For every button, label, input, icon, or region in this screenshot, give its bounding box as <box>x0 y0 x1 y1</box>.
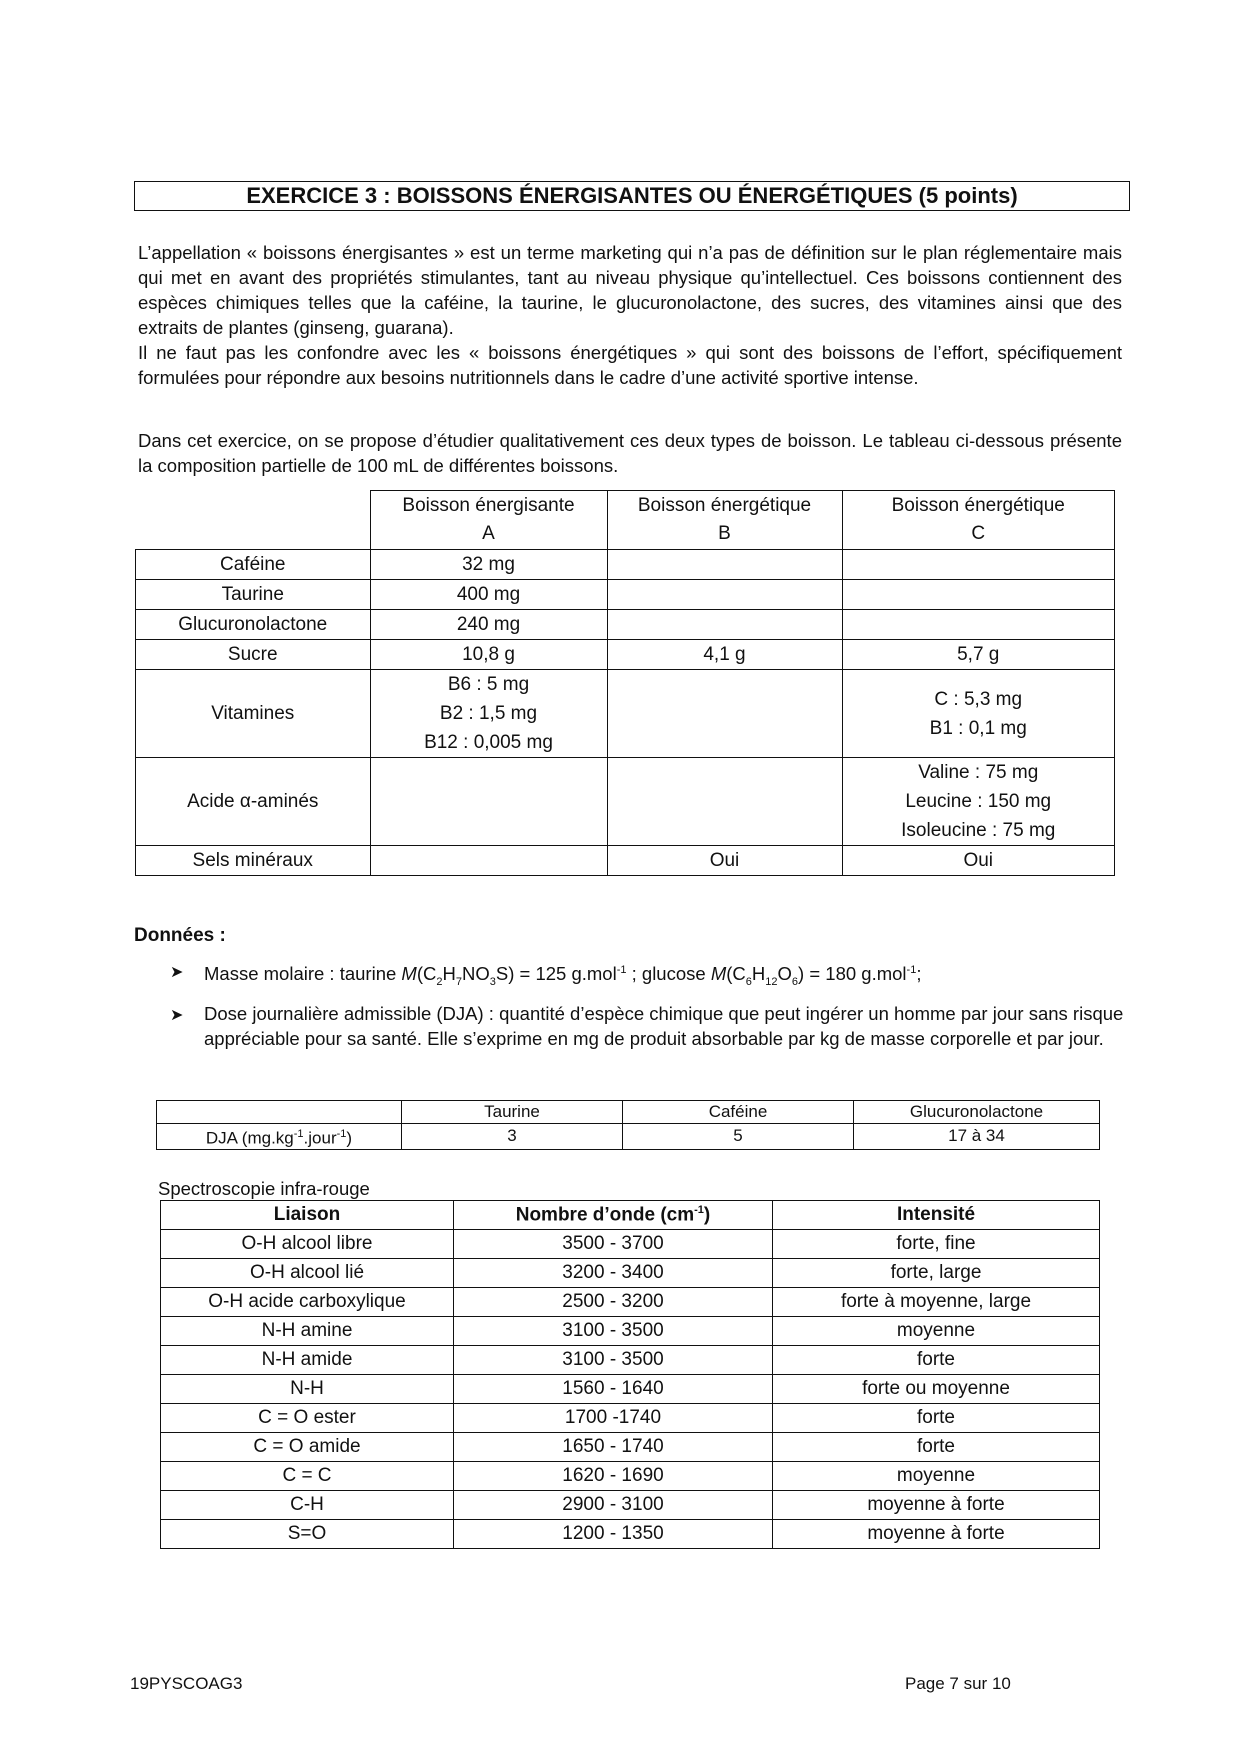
dja-header-cafeine: Caféine <box>623 1101 854 1124</box>
dja-value-glucuronolactone: 17 à 34 <box>854 1124 1100 1150</box>
nombre-cell: 1560 - 1640 <box>454 1375 773 1404</box>
liaison-cell: C = O amide <box>161 1433 454 1462</box>
ir-table-label: Spectroscopie infra-rouge <box>158 1178 370 1199</box>
cell-c <box>842 670 1115 758</box>
dja-table <box>156 1100 1100 1150</box>
cell-b <box>607 550 842 580</box>
liaison-cell: C-H <box>161 1491 454 1520</box>
table-header-row <box>136 491 1115 550</box>
column-header-b-line1: Boisson énergétique <box>637 495 812 516</box>
liaison-cell: O-H alcool libre <box>161 1230 454 1259</box>
arrow-bullet-icon: ➤ <box>170 1007 184 1024</box>
cell-a: 400 mg <box>370 580 607 610</box>
column-header-a-line2: A <box>482 523 495 544</box>
nombre-cell: 1200 - 1350 <box>454 1520 773 1549</box>
liaison-cell: O-H acide carboxylique <box>161 1288 454 1317</box>
column-header-a <box>370 491 607 550</box>
dja-row-label: DJA $(mg.kg^{-1}.jour^{-1})$ <box>157 1124 402 1150</box>
table-row-glucuronolactone <box>136 610 1115 640</box>
dja-definition: Dose journalière admissible (DJA) : quantité d’espèce chimique que peut ingérer un homme par jour sans risque appréciable pour sa santé. Elle s’exprime en mg de produit absorbable par kg de masse corporelle et par jour. <box>204 1003 1124 1049</box>
nombre-cell: 3100 - 3500 <box>454 1317 773 1346</box>
row-label: Glucuronolactone <box>136 610 371 640</box>
arrow-bullet-icon: ➤ <box>170 964 184 981</box>
cell-b <box>607 580 842 610</box>
intro-paragraph-3: Dans cet exercice, on se propose d’étudier qualitativement ces deux types de boisson. Le tableau ci-dessous présente la composition partielle de 100 mL de différentes boissons. <box>138 430 1122 476</box>
cell-c: Oui <box>842 846 1115 876</box>
composition-table <box>135 490 1115 876</box>
nombre-cell: 3100 - 3500 <box>454 1346 773 1375</box>
row-label: Taurine <box>136 580 371 610</box>
ir-header-liaison: Liaison <box>161 1201 454 1230</box>
row-label: Acide α-aminés <box>136 758 371 846</box>
cell-c <box>842 580 1115 610</box>
table-row <box>161 1230 1100 1259</box>
column-header-a-line1: Boisson énergisante <box>402 495 575 516</box>
vitamin-c: C : 5,3 mg <box>934 688 1023 710</box>
liaison-cell: N-H amine <box>161 1317 454 1346</box>
dja-value-taurine: 3 <box>402 1124 623 1150</box>
dja-header-row <box>157 1101 1100 1124</box>
intensite-cell: forte ou moyenne <box>773 1375 1100 1404</box>
nombre-cell: 1620 - 1690 <box>454 1462 773 1491</box>
cell-c: 5,7 g <box>842 640 1115 670</box>
intensite-cell: moyenne <box>773 1462 1100 1491</box>
intensite-cell: forte à moyenne, large <box>773 1288 1100 1317</box>
cell-b <box>607 758 842 846</box>
valine-value: Valine : 75 mg <box>918 762 1039 783</box>
intro-paragraph-1: L’appellation « boissons énergisantes » est un terme marketing qui n’a pas de définition sur le plan réglementaire mais qui met en avant des propriétés stimulantes, tant au niveau physique qu’intellectuel. Ces boissons contiennent des espèces chimiques telles que la caféine, la taurine, le glucuronolactone, des sucres, des vitamines ainsi que des extraits de plantes (ginseng, guarana). <box>138 242 1122 338</box>
dja-header-taurine: Taurine <box>402 1101 623 1124</box>
table-row <box>161 1346 1100 1375</box>
intensite-cell: forte <box>773 1404 1100 1433</box>
column-header-c-line1: Boisson énergétique <box>891 495 1065 516</box>
table-row <box>161 1433 1100 1462</box>
nombre-cell: 1700 -1740 <box>454 1404 773 1433</box>
nombre-cell: 1650 - 1740 <box>454 1433 773 1462</box>
column-header-b <box>607 491 842 550</box>
ir-header-row <box>161 1201 1100 1230</box>
intensite-cell: moyenne à forte <box>773 1520 1100 1549</box>
nombre-cell: 2500 - 3200 <box>454 1288 773 1317</box>
intro-paragraph-2: Il ne faut pas les confondre avec les « boissons énergétiques » qui sont des boissons de l’effort, spécifiquement formulées pour répondre aux besoins nutritionnels dans le cadre d’une activité sportive intense. <box>138 342 1122 388</box>
cell-c <box>842 758 1115 846</box>
table-row <box>161 1520 1100 1549</box>
cell-a: 32 mg <box>370 550 607 580</box>
table-row-sucre <box>136 640 1115 670</box>
intensite-cell: forte <box>773 1433 1100 1462</box>
table-row-taurine <box>136 580 1115 610</box>
donnees-heading: Données : <box>134 925 226 946</box>
cell-a <box>370 758 607 846</box>
column-header-c-line2: C <box>971 523 986 544</box>
intensite-cell: moyenne <box>773 1317 1100 1346</box>
intensite-cell: moyenne à forte <box>773 1491 1100 1520</box>
empty-corner-cell <box>136 491 371 550</box>
cell-b <box>607 610 842 640</box>
ir-table <box>160 1200 1100 1549</box>
table-row-cafeine <box>136 550 1115 580</box>
liaison-cell: C = C <box>161 1462 454 1491</box>
page-number: Page 7 sur 10 <box>905 1674 1011 1693</box>
row-label: Sucre <box>136 640 371 670</box>
table-row-vitamines <box>136 670 1115 758</box>
vitamin-b1: B1 : 0,1 mg <box>929 717 1027 739</box>
dja-value-row <box>157 1124 1100 1150</box>
intensite-cell: forte <box>773 1346 1100 1375</box>
table-row-sels-mineraux <box>136 846 1115 876</box>
table-row <box>161 1462 1100 1491</box>
liaison-cell: S=O <box>161 1520 454 1549</box>
liaison-cell: N-H amide <box>161 1346 454 1375</box>
dja-value-cafeine: 5 <box>623 1124 854 1150</box>
cell-c <box>842 550 1115 580</box>
table-row-acides-amines <box>136 758 1115 846</box>
leucine-value: Leucine : 150 mg <box>905 791 1052 812</box>
vitamin-b6: B6 : 5 mg <box>447 674 530 695</box>
liaison-cell: C = O ester <box>161 1404 454 1433</box>
cell-c <box>842 610 1115 640</box>
intensite-cell: forte, large <box>773 1259 1100 1288</box>
nombre-cell: 2900 - 3100 <box>454 1491 773 1520</box>
table-row <box>161 1491 1100 1520</box>
ir-header-intensite: Intensité <box>773 1201 1100 1230</box>
nombre-cell: 3200 - 3400 <box>454 1259 773 1288</box>
molar-mass-line: Masse molaire : taurine $M(C_2H_7NO_3S) = 125$ g.mol$^{-1}$ ; glucose $M(C_6H_{12}O_6) = 180$ g.mol$^{-1}$; <box>204 963 922 988</box>
cell-b: Oui <box>607 846 842 876</box>
exercise-title: EXERCICE 3 : BOISSONS ÉNERGISANTES OU ÉNERGÉTIQUES (5 points) <box>134 181 1130 211</box>
cell-b: 4,1 g <box>607 640 842 670</box>
column-header-b-line2: B <box>718 523 731 544</box>
intensite-cell: forte, fine <box>773 1230 1100 1259</box>
row-label: Sels minéraux <box>136 846 371 876</box>
dja-header-glucuronolactone: Glucuronolactone <box>854 1101 1100 1124</box>
liaison-cell: O-H alcool lié <box>161 1259 454 1288</box>
cell-a <box>370 670 607 758</box>
column-header-c <box>842 491 1115 550</box>
table-row <box>161 1288 1100 1317</box>
empty-corner-cell <box>157 1101 402 1124</box>
nombre-cell: 3500 - 3700 <box>454 1230 773 1259</box>
isoleucine-value: Isoleucine : 75 mg <box>901 820 1056 841</box>
cell-a: 240 mg <box>370 610 607 640</box>
vitamin-b12: B12 : 0,005 mg <box>424 732 553 753</box>
ir-header-nombre: Nombre d’onde $(cm^{-1})$ <box>454 1201 773 1230</box>
liaison-cell: N-H <box>161 1375 454 1404</box>
table-row <box>161 1317 1100 1346</box>
table-row <box>161 1375 1100 1404</box>
vitamin-b2: B2 : 1,5 mg <box>439 703 538 724</box>
row-label: Caféine <box>136 550 371 580</box>
table-row <box>161 1259 1100 1288</box>
document-code: 19PYSCOAG3 <box>130 1674 243 1693</box>
table-row <box>161 1404 1100 1433</box>
cell-b <box>607 670 842 758</box>
cell-a: 10,8 g <box>370 640 607 670</box>
cell-a <box>370 846 607 876</box>
row-label: Vitamines <box>136 670 371 758</box>
